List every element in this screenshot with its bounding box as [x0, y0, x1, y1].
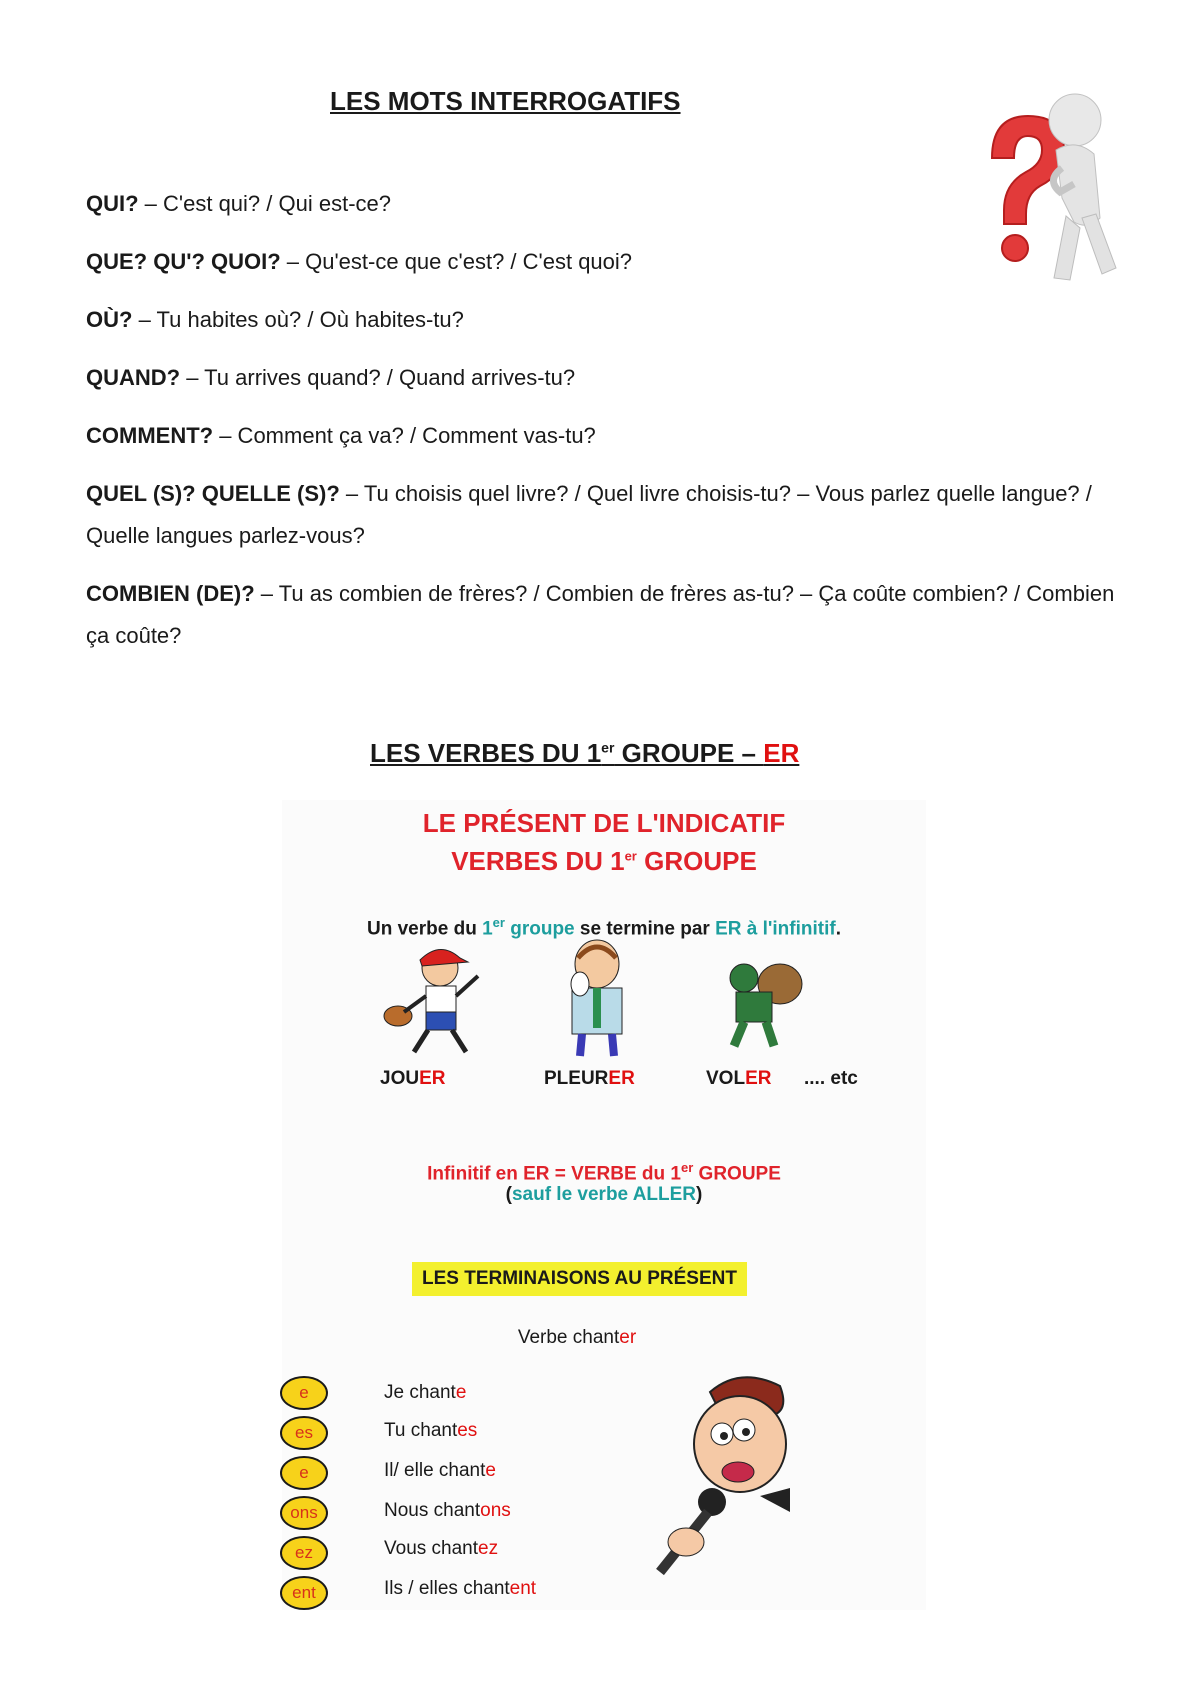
- page-title: LES MOTS INTERROGATIFS: [330, 86, 681, 116]
- question-line-qui: [86, 183, 1116, 225]
- question-example: – Tu as combien de frères? / Combien de frères as-tu? – Ça coûte combien? / Combien ça coûte?: [86, 581, 1115, 648]
- ending-circle: es: [280, 1416, 328, 1450]
- conjugation-line: Je chante: [384, 1382, 467, 1403]
- conjugation-line: Nous chantons: [384, 1500, 511, 1521]
- question-line-quel: [86, 473, 1116, 557]
- endings-badge: LES TERMINAISONS AU PRÉSENT: [412, 1262, 747, 1296]
- thief-image: [714, 950, 814, 1050]
- section-title-verbes: LES VERBES DU 1er GROUPE – ER: [370, 738, 800, 768]
- question-example: – Tu choisis quel livre? / Quel livre choisis-tu? – Vous parlez quelle langue? / Quelle langues parlez-vous?: [86, 481, 1092, 548]
- question-word: QUAND?: [86, 365, 181, 390]
- conjugation-line: Ils / elles chantent: [384, 1578, 537, 1599]
- ending-circle: e: [280, 1376, 328, 1410]
- question-example: – Qu'est-ce que c'est? / C'est quoi?: [280, 249, 633, 274]
- question-word: QUI?: [86, 191, 139, 216]
- question-word: QUE? QU'? QUOI?: [86, 249, 281, 274]
- question-line-comment: [86, 415, 1116, 457]
- conjugation-line: Tu chantes: [384, 1420, 478, 1441]
- question-word: COMMENT?: [86, 423, 214, 448]
- question-line-combien: [86, 573, 1116, 657]
- crying-man-image: [552, 936, 642, 1060]
- etc-label: .... etc: [804, 1068, 858, 1089]
- ending-circle: ent: [280, 1576, 328, 1610]
- question-line-que: [86, 241, 1116, 283]
- panel-heading-line1: LE PRÉSENT DE L'INDICATIF: [422, 808, 786, 838]
- ending-circle: ons: [280, 1496, 328, 1530]
- panel-heading-line2: VERBES DU 1er GROUPE: [451, 846, 757, 876]
- question-example: – C'est qui? / Qui est-ce?: [138, 191, 391, 216]
- verb-voler: VOLER: [706, 1068, 772, 1089]
- rule-line: Infinitif en ER = VERBE du 1er GROUPE: [427, 1160, 781, 1185]
- question-word: COMBIEN (DE)?: [86, 581, 255, 606]
- exception-line: (sauf le verbe ALLER): [505, 1184, 703, 1205]
- question-example: – Comment ça va? / Comment vas-tu?: [213, 423, 596, 448]
- playing-boy-image: [378, 940, 498, 1060]
- verb-pleurer: PLEURER: [544, 1068, 635, 1089]
- question-line-quand: [86, 357, 1116, 399]
- panel-intro: Un verbe du 1er groupe se termine par ER à l'infinitif.: [367, 915, 841, 940]
- question-example: – Tu habites où? / Où habites-tu?: [132, 307, 464, 332]
- ending-circle: e: [280, 1456, 328, 1490]
- conjugation-line: Il/ elle chante: [384, 1460, 496, 1481]
- conjugation-line: Vous chantez: [384, 1538, 499, 1559]
- question-word: QUEL (S)? QUELLE (S)?: [86, 481, 340, 506]
- question-line-ou: [86, 299, 1116, 341]
- ending-circle: ez: [280, 1536, 328, 1570]
- verb-jouer: JOUER: [380, 1068, 446, 1089]
- verb-chanter-label: Verbe chanter: [517, 1327, 637, 1348]
- question-example: – Tu arrives quand? / Quand arrives-tu?: [180, 365, 576, 390]
- singer-image: [640, 1372, 840, 1592]
- question-word: OÙ?: [86, 307, 133, 332]
